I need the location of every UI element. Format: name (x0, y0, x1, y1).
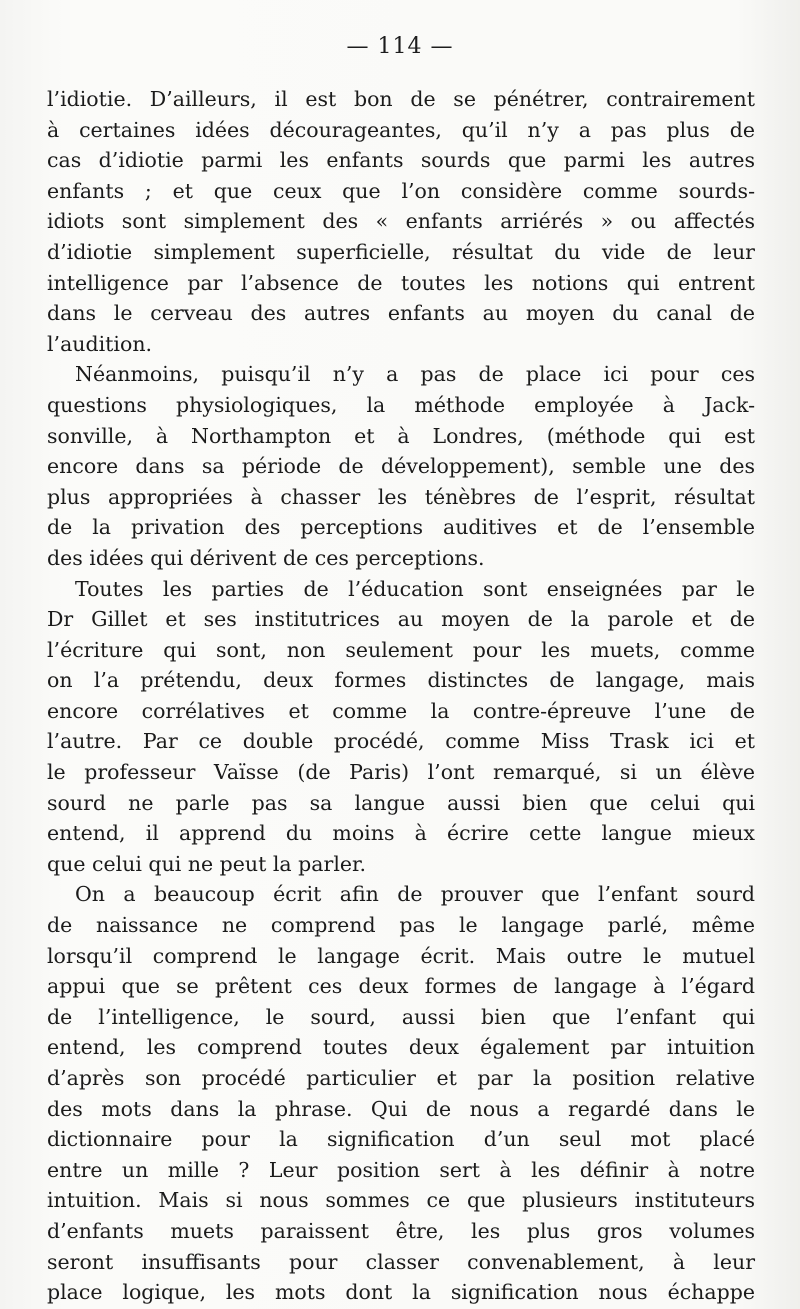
text-line: le professeur Vaïsse (de Paris) l’ont remarqué, si un élève (47, 760, 755, 785)
text-line: cas d’idiotie parmi les enfants sourds que parmi les autres (47, 148, 755, 173)
text-line: sourd ne parle pas sa langue aussi bien que celui qui (47, 790, 755, 815)
text-line: encore corrélatives et comme la contre-épreuve l’une de (47, 698, 755, 723)
text-line: d’après son procédé particulier et par la position relative (47, 1066, 755, 1090)
paragraph (47, 84, 755, 359)
text-line: de naissance ne comprend pas le langage parlé, même (47, 913, 755, 938)
text-line: appui que se prêtent ces deux formes de langage à l’égard (47, 974, 755, 999)
text-line: à certaines idées décourageantes, qu’il n’y a pas plus de (47, 117, 755, 142)
text-line: de l’intelligence, le sourd, aussi bien que l’enfant qui (47, 1004, 755, 1029)
text-line: seront insuffisants pour classer convenablement, à leur (47, 1249, 755, 1274)
text-line: lorsqu’il comprend le langage écrit. Mais outre le mutuel (47, 943, 755, 968)
text-line: Toutes les parties de l’éducation sont enseignées par le (75, 576, 755, 601)
text-line: encore dans sa période de développement), semble une des (47, 454, 755, 479)
text-line: plus appropriées à chasser les ténèbres de l’esprit, résultat (47, 484, 755, 509)
text-line: place logique, les mots dont la signification nous échappe (47, 1280, 755, 1305)
text-line: on l’a prétendu, deux formes distinctes de langage, mais (47, 668, 755, 693)
text-line: On a beaucoup écrit afin de prouver que l’enfant sourd (75, 882, 755, 907)
text-line: des idées qui dérivent de ces perceptions. (47, 545, 485, 570)
text-line: dictionnaire pour la signification d’un seul mot placé (47, 1127, 755, 1152)
text-line: que celui qui ne peut la parler. (47, 851, 367, 876)
text-line: sonville, à Northampton et à Londres, (méthode qui est (47, 423, 755, 448)
text-line: l’audition. (47, 331, 153, 356)
body-text (47, 84, 755, 1308)
text-line: des mots dans la phrase. Qui de nous a regardé dans le (47, 1096, 755, 1121)
text-line: Néanmoins, puisqu’il n’y a pas de place ici pour ces (75, 362, 755, 387)
text-line: dans le cerveau des autres enfants au moyen du canal de (47, 301, 755, 326)
text-line: intelligence par l’absence de toutes les notions qui entrent (47, 270, 755, 295)
paragraph (47, 574, 755, 880)
text-line: entend, les comprend toutes deux également par intuition (47, 1035, 755, 1060)
text-line: l’autre. Par ce double procédé, comme Miss Trask ici et (47, 729, 755, 754)
text-line: enfants ; et que ceux que l’on considère comme sourds- (47, 178, 755, 203)
text-line: idiots sont simplement des « enfants arriérés » ou affectés (47, 209, 755, 234)
page-number: — 114 — (346, 34, 454, 59)
text-line: de la privation des perceptions auditives et de l’ensemble (47, 515, 755, 540)
text-line: l’idiotie. D’ailleurs, il est bon de se pénétrer, contrairement (47, 87, 755, 111)
paragraph (47, 879, 755, 1307)
text-line: intuition. Mais si nous sommes ce que plusieurs instituteurs (47, 1188, 755, 1213)
text-line: entend, il apprend du moins à écrire cette langue mieux (47, 821, 755, 846)
text-line: Dr Gillet et ses institutrices au moyen de la parole et de (47, 607, 755, 632)
text-line: questions physiologiques, la méthode employée à Jack- (47, 392, 755, 417)
text-line: d’idiotie simplement superficielle, résultat du vide de leur (47, 239, 755, 264)
text-line: d’enfants muets paraissent être, les plus gros volumes (47, 1218, 755, 1243)
text-line: l’écriture qui sont, non seulement pour les muets, comme (47, 637, 755, 662)
paragraph (47, 359, 755, 573)
text-line: entre un mille ? Leur position sert à les définir à notre (47, 1157, 755, 1182)
